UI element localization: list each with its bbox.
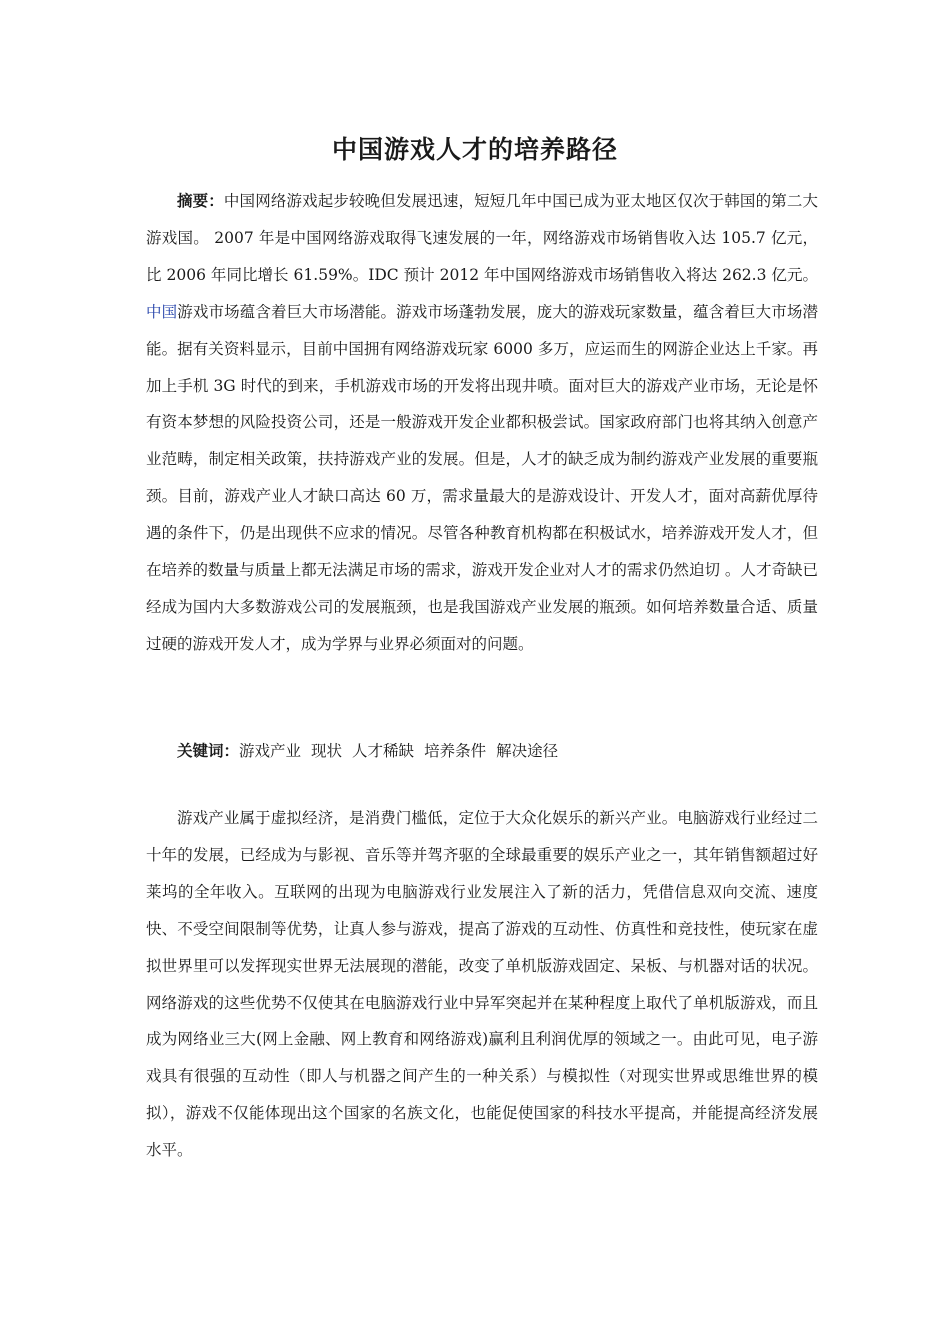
abstract-text-part-2: 游戏市场蕴含着巨大市场潜能。游戏市场蓬勃发展，庞大的游戏玩家数量，蕴含着巨大市场潜能。据有关资料显示，目前中国拥有网络游戏玩家 6000 多万，应运而生的网游企业达上千家。再加上手机 3G 时代的到来，手机游戏市场的开发将出现井喷。面对巨大的游戏产业市场，无论是怀有资本梦想的风险投资公司，还是一般游戏开发企业都积极尝试。国家政府部门也将其纳入创意产业范畴，制定相关政策，扶持游戏产业的发展。但是，人才的缺乏成为制约游戏产业发展的重要瓶颈。目前，游戏产业人才缺口高达 60 万，需求量最大的是游戏设计、开发人才，面对高薪优厚待遇的条件下，仍是出现供不应求的情况。尽管各种教育机构都在积极试水，培养游戏开发人才，但在培养的数量与质量上都无法满足市场的需求，游戏开发企业对人才的需求仍然迫切 。人才奇缺已经成为国内大多数游戏公司的发展瓶颈，也是我国游戏产业发展的瓶颈。如何培养数量合适、质量过硬的游戏开发人才，成为学界与业界必须面对的问题。 [146, 302, 818, 653]
keywords-line [146, 733, 818, 770]
abstract-section [146, 183, 818, 663]
abstract-link-china[interactable]: 中国 [146, 302, 178, 321]
body-section [146, 800, 818, 1169]
abstract-paragraph [146, 183, 818, 663]
keyword-item: 解决途径 [496, 742, 559, 760]
keyword-item: 现状 [311, 742, 343, 760]
abstract-text-part-1: 中国网络游戏起步较晚但发展迅速，短短几年中国已成为亚太地区仅次于韩国的第二大游戏国。 2007 年是中国网络游戏取得飞速发展的一年，网络游戏市场销售收入达 105.7 亿元，比 2006 年同比增长 61.59%。IDC 预计 2012 年中国网络游戏市场销售收入将达 262.3 亿元。 [146, 192, 818, 284]
keywords-label: 关键词： [177, 741, 240, 760]
keywords-section [146, 733, 818, 770]
body-paragraph: 游戏产业属于虚拟经济，是消费门槛低，定位于大众化娱乐的新兴产业。电脑游戏行业经过二十年的发展，已经成为与影视、音乐等并驾齐驱的全球最重要的娱乐产业之一，其年销售额超过好莱坞的全年收入。互联网的出现为电脑游戏行业发展注入了新的活力，凭借信息双向交流、速度快、不受空间限制等优势，让真人参与游戏，提高了游戏的互动性、仿真性和竞技性，使玩家在虚拟世界里可以发挥现实世界无法展现的潜能，改变了单机版游戏固定、呆板、与机器对话的状况。网络游戏的这些优势不仅使其在电脑游戏行业中异军突起并在某种程度上取代了单机版游戏，而且成为网络业三大(网上金融、网上教育和网络游戏)赢利且利润优厚的领域之一。由此可见，电子游戏具有很强的互动性（即人与机器之间产生的一种关系）与模拟性（对现实世界或思维世界的模拟），游戏不仅能体现出这个国家的名族文化，也能促使国家的科技水平提高，并能提高经济发展水平。 [146, 809, 818, 1160]
keyword-item: 培养条件 [424, 742, 487, 760]
keyword-item: 人才稀缺 [352, 742, 415, 760]
abstract-label: 摘要： [177, 191, 224, 210]
keyword-item: 游戏产业 [239, 742, 302, 760]
document-title: 中国游戏人才的培养路径 [331, 135, 618, 164]
